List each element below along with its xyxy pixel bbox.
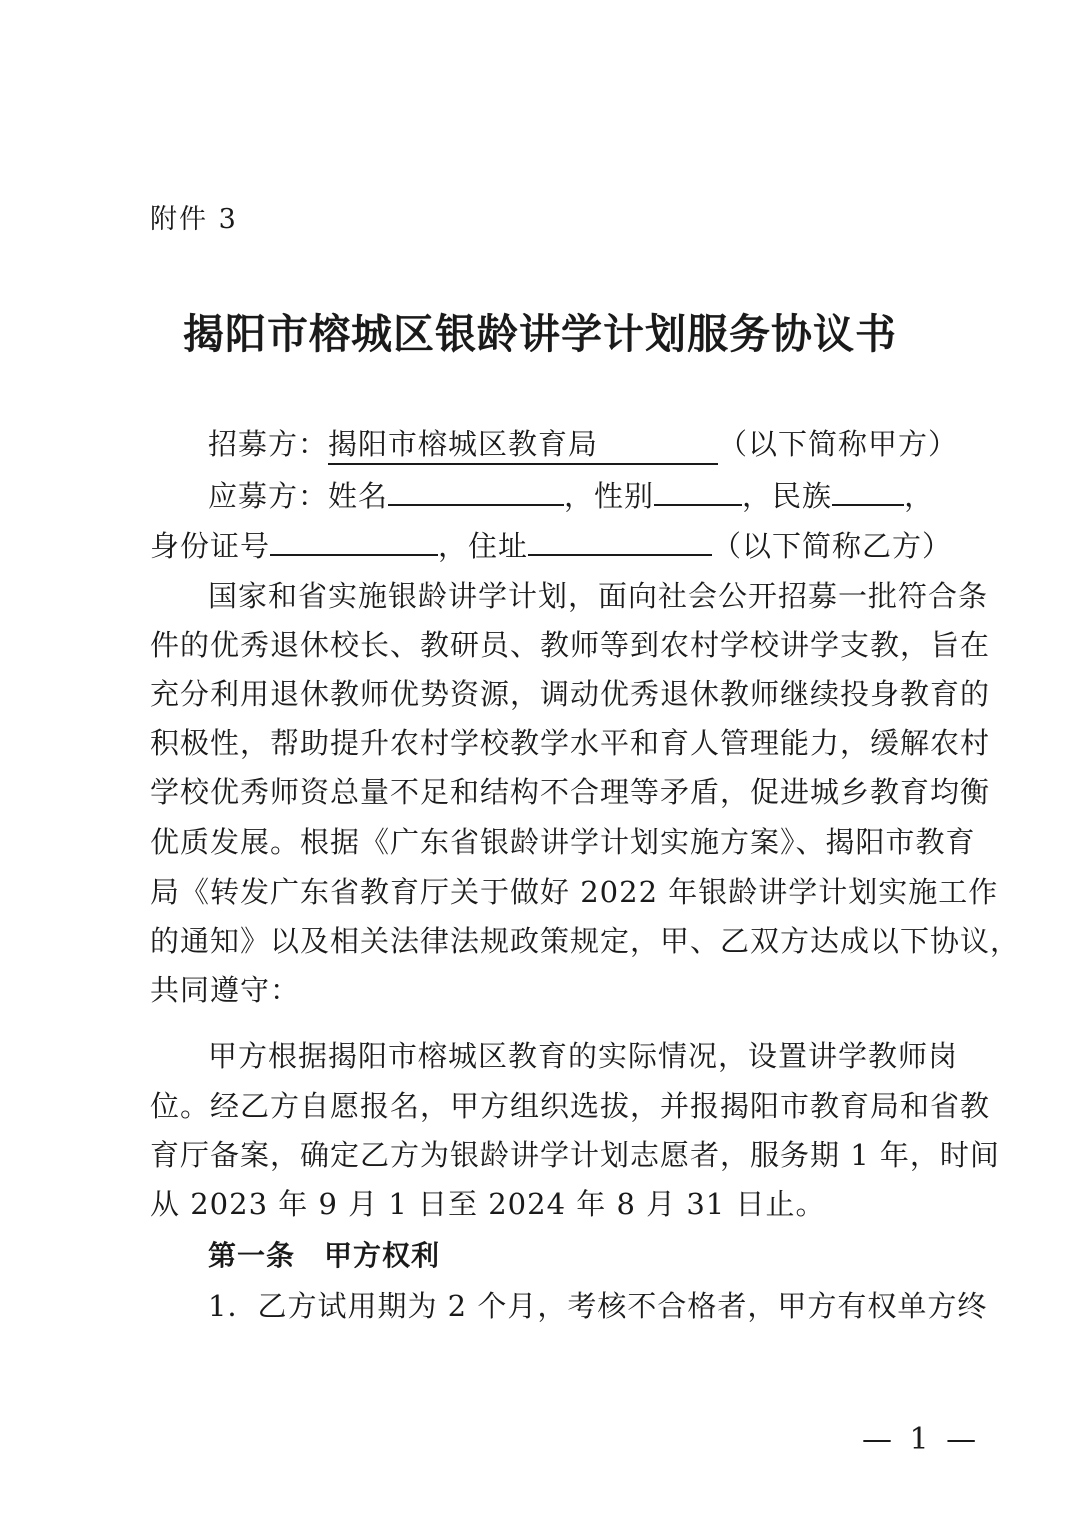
para1-line: 优质发展。根据《广东省银龄讲学计划实施方案》、揭阳市教育 — [150, 825, 976, 859]
name-blank-field[interactable] — [388, 474, 564, 506]
para1-line: 积极性，帮助提升农村学校教学水平和育人管理能力，缓解农村 — [150, 726, 991, 760]
gender-label: ，性别 — [564, 479, 655, 513]
recruiter-line — [208, 424, 959, 464]
recruiter-name-text: 揭阳市榕城区教育局 — [328, 427, 599, 461]
applicant-suffix: （以下简称乙方） — [712, 529, 953, 563]
article-1-item-1: 1．乙方试用期为 2 个月，考核不合格者，甲方有权单方终 — [208, 1289, 988, 1323]
applicant-line-1 — [208, 474, 956, 516]
address-blank-field[interactable] — [528, 524, 712, 556]
recruiter-blank — [598, 424, 718, 454]
article-1-heading: 第一条 甲方权利 — [208, 1239, 441, 1272]
attachment-label: 附件 3 — [150, 204, 238, 235]
para1-line: 学校优秀师资总量不足和结构不合理等矛盾，促进城乡教育均衡 — [150, 775, 991, 809]
applicant-label: 应募方： — [208, 479, 329, 513]
para1-line: 国家和省实施银龄讲学计划，面向社会公开招募一批符合条 — [208, 579, 989, 613]
para1-line: 的通知》以及相关法律法规政策规定，甲、乙双方达成以下协议， — [150, 924, 1021, 958]
name-label: 姓名 — [328, 479, 389, 513]
page-number: — 1 — — [862, 1422, 981, 1457]
applicant-line-2 — [150, 524, 956, 566]
id-label: 身份证号 — [150, 529, 271, 563]
recruiter-name — [328, 427, 718, 465]
para2-line: 从 2023 年 9 月 1 日至 2024 年 8 月 31 日止。 — [150, 1187, 826, 1221]
line-comma: ， — [904, 479, 935, 513]
para2-line: 位。经乙方自愿报名，甲方组织选拔，并报揭阳市教育局和省教 — [150, 1089, 991, 1123]
para1-line: 局《转发广东省教育厅关于做好 2022 年银龄讲学计划实施工作 — [150, 875, 999, 909]
para1-line: 充分利用退休教师优势资源，调动优秀退休教师继续投身教育的 — [150, 677, 991, 711]
recruiter-suffix: （以下简称甲方） — [718, 427, 959, 461]
recruiter-label: 招募方： — [208, 427, 329, 461]
para1-line: 共同遵守： — [150, 973, 301, 1007]
id-number-blank-field[interactable] — [270, 524, 438, 556]
document-title: 揭阳市榕城区银龄讲学计划服务协议书 — [183, 310, 897, 358]
address-label: ，住址 — [438, 529, 529, 563]
para2-line: 育厅备案，确定乙方为银龄讲学计划志愿者，服务期 1 年，时间 — [150, 1138, 1000, 1172]
ethnicity-blank-field[interactable] — [832, 474, 904, 506]
gender-blank-field[interactable] — [654, 474, 742, 506]
para2-line: 甲方根据揭阳市榕城区教育的实际情况，设置讲学教师岗 — [208, 1039, 959, 1073]
ethnicity-label: ，民族 — [742, 479, 833, 513]
para1-line: 件的优秀退休校长、教研员、教师等到农村学校讲学支教，旨在 — [150, 628, 991, 662]
